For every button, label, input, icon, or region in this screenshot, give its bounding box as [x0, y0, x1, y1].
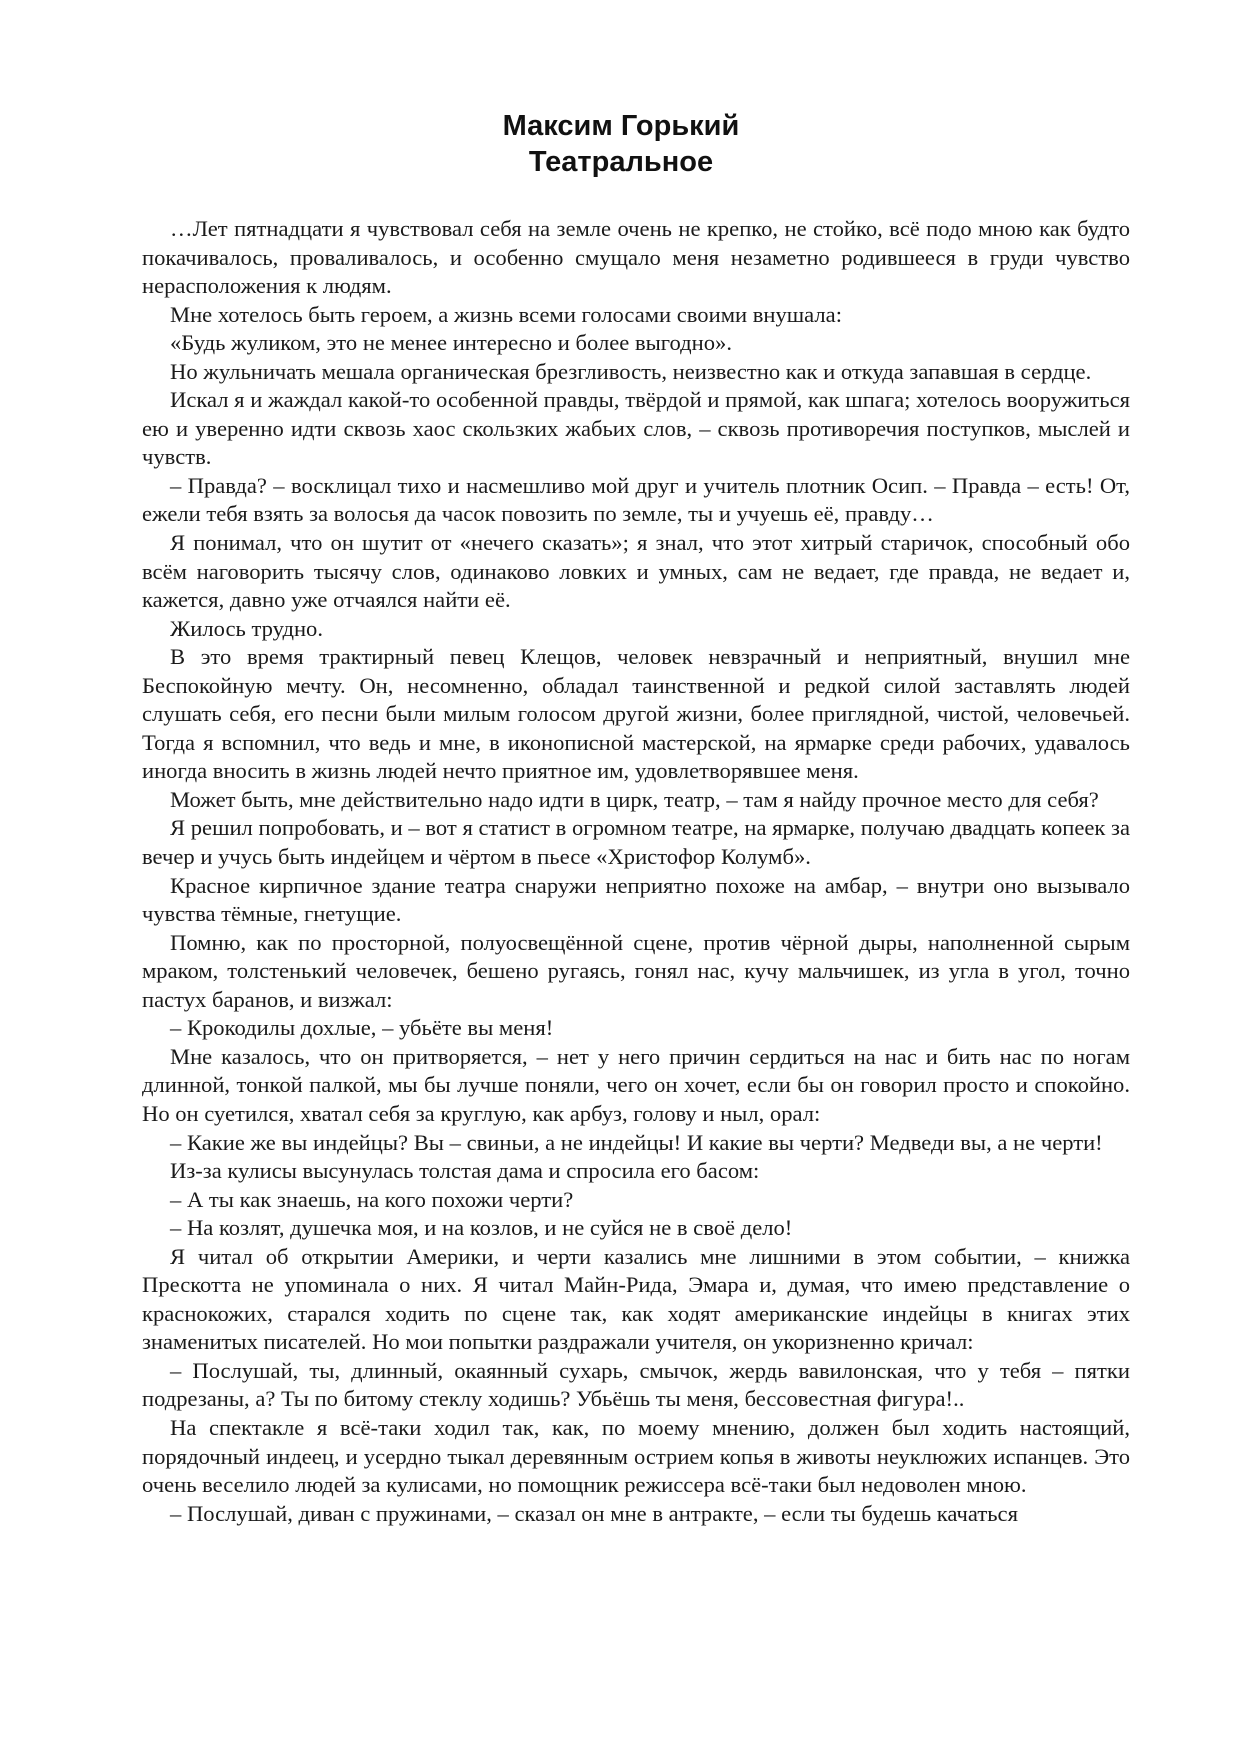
paragraph: Жилось трудно.: [170, 615, 324, 641]
paragraph: Мне хотелось быть героем, а жизнь всеми голосами своими внушала:: [170, 301, 842, 327]
paragraph: «Будь жуликом, это не менее интересно и более выгодно».: [170, 330, 732, 356]
author-name: Максим Горький: [502, 110, 740, 142]
paragraph: – Какие же вы индейцы? Вы – свиньи, а не индейцы! И какие вы черти? Медведи вы, а не черти!: [170, 1129, 1103, 1155]
paragraph: – Правда? – восклицал тихо и насмешливо мой друг и учитель плотник Осип. – Правда – есть! От, ежели тебя взять за волосья да часок повозить по земле, ты и учуешь её, правду…: [142, 472, 1130, 527]
paragraph: – Крокодилы дохлые, – убьёте вы меня!: [170, 1015, 554, 1041]
paragraph: Мне казалось, что он притворяется, – нет у него причин сердиться на нас и бить нас по ногам длинной, тонкой палкой, мы бы лучше поняли, чего он хочет, если бы он говорил просто и спокойно. Но он суетился, хватал себя за круглую, как арбуз, голову и ныл, орал:: [142, 1043, 1130, 1126]
paragraph: Помню, как по просторной, полуосвещённой сцене, против чёрной дыры, наполненной сырым мраком, толстенький человечек, бешено ругаясь, гонял нас, кучу мальчишек, из угла в угол, точно пастух баранов, и визжал:: [142, 929, 1130, 1012]
paragraph: На спектакле я всё-таки ходил так, как, по моему мнению, должен был ходить настоящий, порядочный индеец, и усердно тыкал деревянным острием копья в животы неуклюжих испанцев. Это очень веселило людей за кулисами, но помощник режиссера всё-таки был недоволен мною.: [142, 1414, 1130, 1498]
document-header: [0, 108, 1242, 180]
paragraph: Искал я и жаждал какой-то особенной правды, твёрдой и прямой, как шпага; хотелось вооружиться ею и уверенно идти сквозь хаос скользких жабьих слов, – сквозь противоречия поступков, мыслей и чувств.: [142, 387, 1130, 470]
paragraph: Но жульничать мешала органическая брезгливость, неизвестно как и откуда запавшая в сердце.: [170, 358, 1092, 384]
document-title: Театральное: [528, 146, 714, 178]
paragraph: – На козлят, душечка моя, и на козлов, и не суйся не в своё дело!: [170, 1215, 793, 1241]
paragraph: В это время трактирный певец Клещов, человек невзрачный и неприятный, внушил мне Беспокойную мечту. Он, несомненно, обладал таинственной и редкой силой заставлять людей слушать себя, его песни были милым голосом другой жизни, более приглядной, чистой, человечьей. Тогда я вспомнил, что ведь и мне, в иконописной мастерской, на ярмарке среди рабочих, удавалось иногда вносить в жизнь людей нечто приятное им, удовлетворявшее меня.: [142, 644, 1130, 784]
paragraph: Может быть, мне действительно надо идти в цирк, театр, – там я найду прочное место для себя?: [170, 786, 1099, 812]
document-body: [142, 215, 1130, 1528]
paragraph: – Послушай, диван с пружинами, – сказал он мне в антракте, – если ты будешь качаться: [170, 1500, 1018, 1526]
paragraph: Красное кирпичное здание театра снаружи неприятно похоже на амбар, – внутри оно вызывало чувства тёмные, гнетущие.: [142, 872, 1130, 927]
paragraph: Я читал об открытии Америки, и черти казались мне лишними в этом событии, – книжка Прескотта не упоминала о них. Я читал Майн-Рида, Эмара и, думая, что имею представление о краснокожих, старался ходить по сцене так, как ходят американские индейцы в книгах этих знаменитых писателей. Но мои попытки раздражали учителя, он укоризненно кричал:: [142, 1243, 1130, 1355]
paragraph: – Послушай, ты, длинный, окаянный сухарь, смычок, жердь вавилонская, что у тебя – пятки подрезаны, а? Ты по битому стеклу ходишь? Убьёшь ты меня, бессовестная фигура!..: [142, 1357, 1130, 1412]
paragraph: Из-за кулисы высунулась толстая дама и спросила его басом:: [170, 1158, 760, 1184]
paragraph: Я решил попробовать, и – вот я статист в огромном театре, на ярмарке, получаю двадцать копеек за вечер и учусь быть индейцем и чёртом в пьесе «Христофор Колумб».: [142, 815, 1130, 870]
paragraph: Я понимал, что он шутит от «нечего сказать»; я знал, что этот хитрый старичок, способный обо всём наговорить тысячу слов, одинаково ловких и умных, сам не ведает, где правда, не ведает и, кажется, давно уже отчаялся найти её.: [142, 530, 1130, 613]
paragraph: …Лет пятнадцати я чувствовал себя на земле очень не крепко, не стойко, всё подо мною как будто покачивалось, проваливалось, и особенно смущало меня незаметно родившееся в груди чувство нерасположения к людям.: [142, 216, 1130, 299]
paragraph: – А ты как знаешь, на кого похожи черти?: [170, 1186, 574, 1212]
